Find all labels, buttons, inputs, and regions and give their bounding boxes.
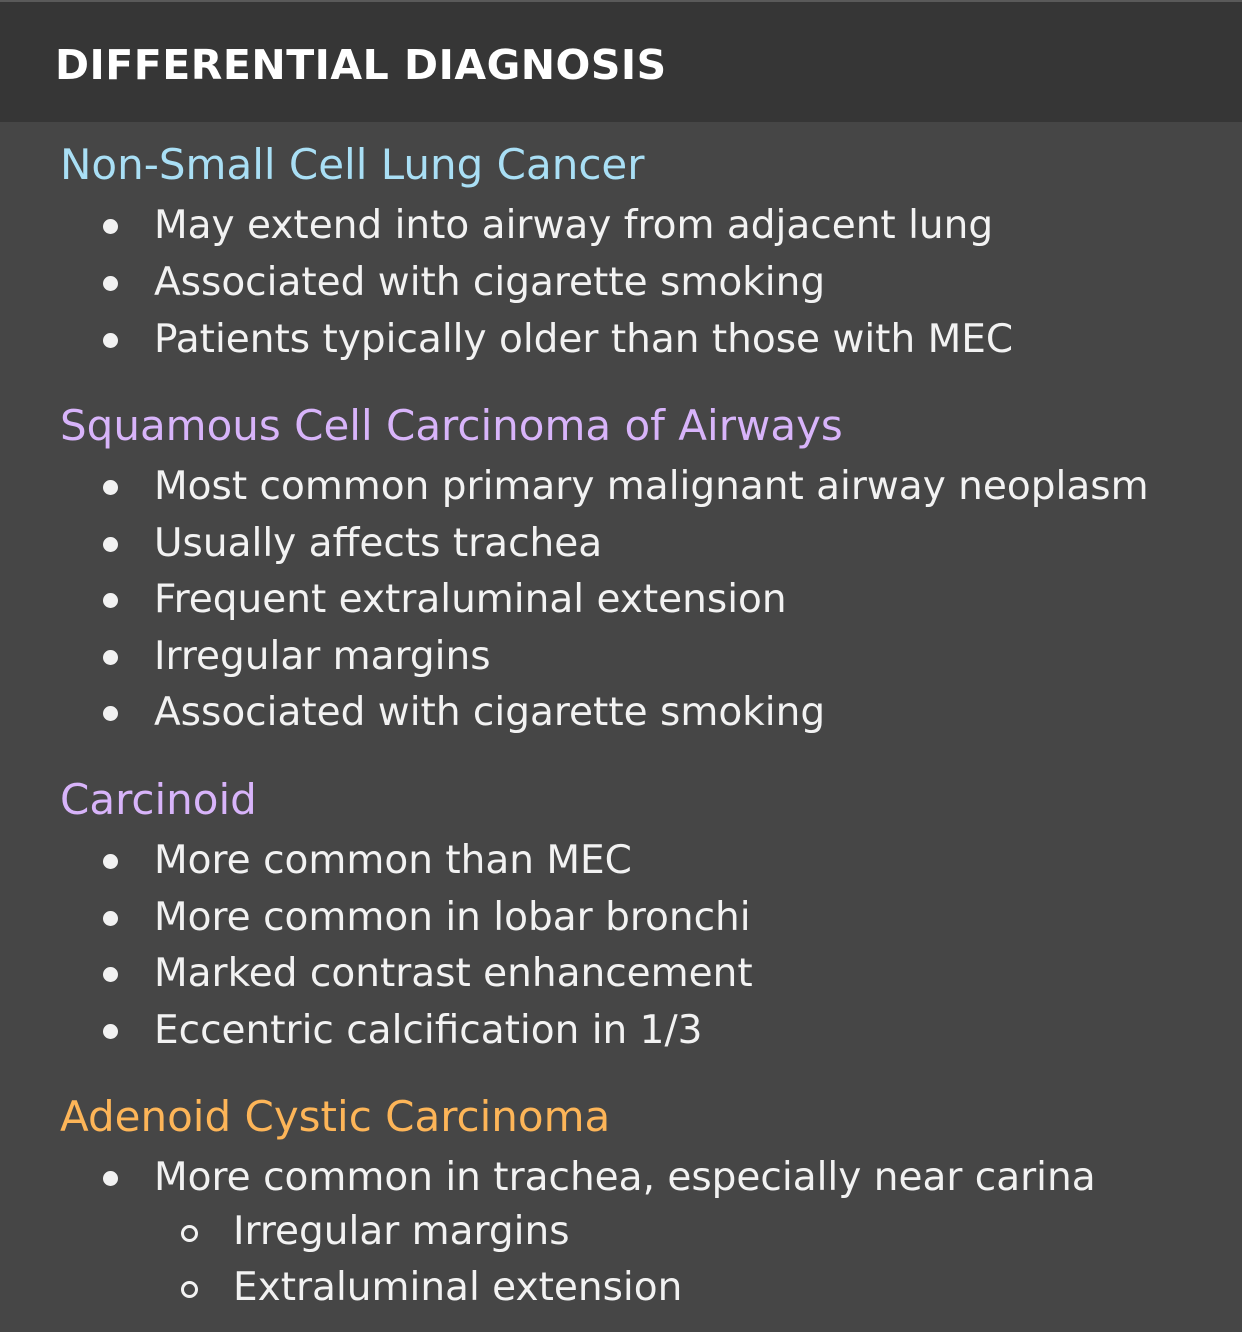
list-item: More common in lobar bronchi — [154, 893, 751, 943]
section-title: Carcinoid — [60, 775, 257, 824]
list-item: More common than MEC — [154, 836, 632, 886]
list-item: Eccentric calcification in 1/3 — [154, 1006, 702, 1056]
sub-list-item: Irregular margins — [233, 1207, 570, 1257]
list-item: Associated with cigarette smoking — [154, 688, 825, 738]
section-title: Squamous Cell Carcinoma of Airways — [60, 401, 843, 450]
list-item: Associated with cigarette smoking — [154, 258, 825, 308]
list-item: Most common primary malignant airway neoplasm — [154, 462, 1149, 512]
list-item: Marked contrast enhancement — [154, 949, 753, 999]
list-item: More common in trachea, especially near carina — [154, 1153, 1096, 1203]
page-title: DIFFERENTIAL DIAGNOSIS — [55, 41, 667, 89]
section-title: Adenoid Cystic Carcinoma — [60, 1092, 611, 1141]
list-item: Frequent extraluminal extension — [154, 575, 787, 625]
list-item: Usually affects trachea — [154, 519, 602, 569]
list-item: May extend into airway from adjacent lung — [154, 201, 993, 251]
list-item: Irregular margins — [154, 632, 491, 682]
sub-list-item: Extraluminal extension — [233, 1263, 682, 1313]
header-bar — [0, 0, 1242, 122]
section-title: Non-Small Cell Lung Cancer — [60, 140, 645, 189]
list-item: Patients typically older than those with MEC — [154, 315, 1013, 365]
